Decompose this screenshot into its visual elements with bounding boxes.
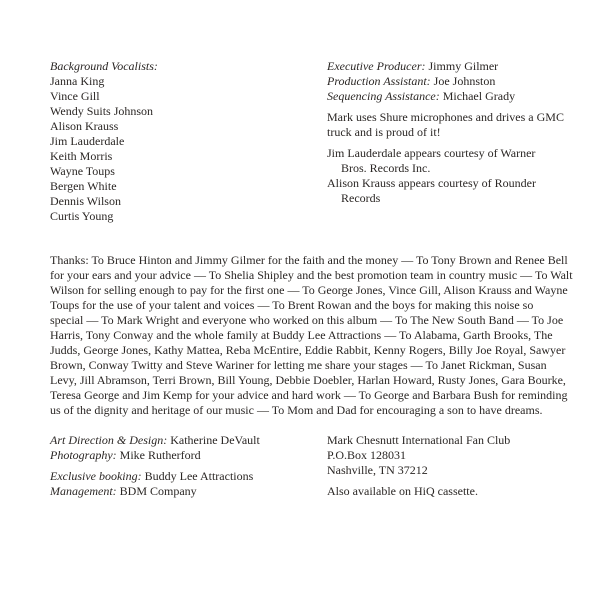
thanks-line: Thanks: To Bruce Hinton and Jimmy Gilmer for the faith and the money — To Tony Brown and Renee Bell	[50, 253, 568, 267]
note-krauss: Alison Krauss appears courtesy of Rounder	[327, 176, 536, 190]
credit: Photography: Mike Rutherford	[50, 448, 201, 462]
note-shure: Mark uses Shure microphones and drives a GMC	[327, 110, 564, 124]
fan-club	[327, 433, 510, 499]
thanks-paragraph	[50, 253, 573, 418]
vocalist: Janna King	[50, 74, 105, 88]
thanks-line: Harris, Tony Conway and the whole family at Buddy Lee Attractions — To Alabama, Garth Brooks, The	[50, 328, 553, 342]
credit: Executive Producer: Jimmy Gilmer	[327, 59, 499, 73]
credit: Sequencing Assistance: Michael Grady	[327, 89, 516, 103]
credit: Exclusive booking: Buddy Lee Attractions	[50, 469, 254, 483]
vocalist: Dennis Wilson	[50, 194, 121, 208]
thanks-line: Teresa George and Jim Kemp for your advice and hard work — To George and Barbara Bush for reminding	[50, 388, 568, 402]
background-vocalists	[50, 59, 158, 224]
note-krauss: Records	[341, 191, 381, 205]
credit: Production Assistant: Joe Johnston	[327, 74, 496, 88]
thanks-line: Brown, Conway Twitty and Steve Wariner for letting me share your stages — To Janet Rickman, Susan	[50, 358, 547, 372]
thanks-line: Judds, George Jones, Kathy Mattea, Reba McEntire, Eddie Rabbit, Kenny Rogers, Billy Joe Royal, Sawyer	[50, 343, 566, 357]
thanks-line: Levy, Jill Abramson, Terri Brown, Bill Young, Debbie Doebler, Harlan Howard, Rusty Jones, Gara Bourke,	[50, 373, 566, 387]
fan-club-line: Mark Chesnutt International Fan Club	[327, 433, 511, 447]
thanks-line: us of the dignity and heritage of our music — To Mom and Dad for encouraging a son to have dreams.	[50, 403, 543, 417]
cassette-note: Also available on HiQ cassette.	[327, 484, 478, 498]
thanks-line: special — To Mark Wright and everyone who worked on this album — To The New South Band — To Joe	[50, 313, 564, 327]
vocalist: Wayne Toups	[50, 164, 115, 178]
vocalist: Bergen White	[50, 179, 117, 193]
vocalist: Alison Krauss	[50, 119, 119, 133]
thanks-line: Toups for the use of your talent and voices — To Brent Rowan and the boys for making this noise so	[50, 298, 534, 312]
note-lauderdale: Bros. Records Inc.	[341, 161, 431, 175]
fan-club-line: P.O.Box 128031	[327, 448, 407, 462]
vocalists-heading: Background Vocalists:	[50, 59, 158, 73]
vocalist: Jim Lauderdale	[50, 134, 125, 148]
vocalist: Curtis Young	[50, 209, 114, 223]
design-credits	[50, 433, 260, 499]
fan-club-line: Nashville, TN 37212	[327, 463, 428, 477]
note-lauderdale: Jim Lauderdale appears courtesy of Warner	[327, 146, 536, 160]
vocalist: Vince Gill	[50, 89, 100, 103]
vocalist: Keith Morris	[50, 149, 113, 163]
credit: Management: BDM Company	[50, 484, 197, 498]
note-shure: truck and is proud of it!	[327, 125, 441, 139]
thanks-line: Wilson for selling enough to pay for the first one — To George Jones, Vince Gill, Alison Krauss and Wayne	[50, 283, 568, 297]
credit: Art Direction & Design: Katherine DeVault	[50, 433, 260, 447]
thanks-line: for your ears and your advice — To Shelia Shipley and the best promotion team in country music — To Walt	[50, 268, 573, 282]
vocalist: Wendy Suits Johnson	[50, 104, 154, 118]
production-credits	[327, 59, 564, 206]
